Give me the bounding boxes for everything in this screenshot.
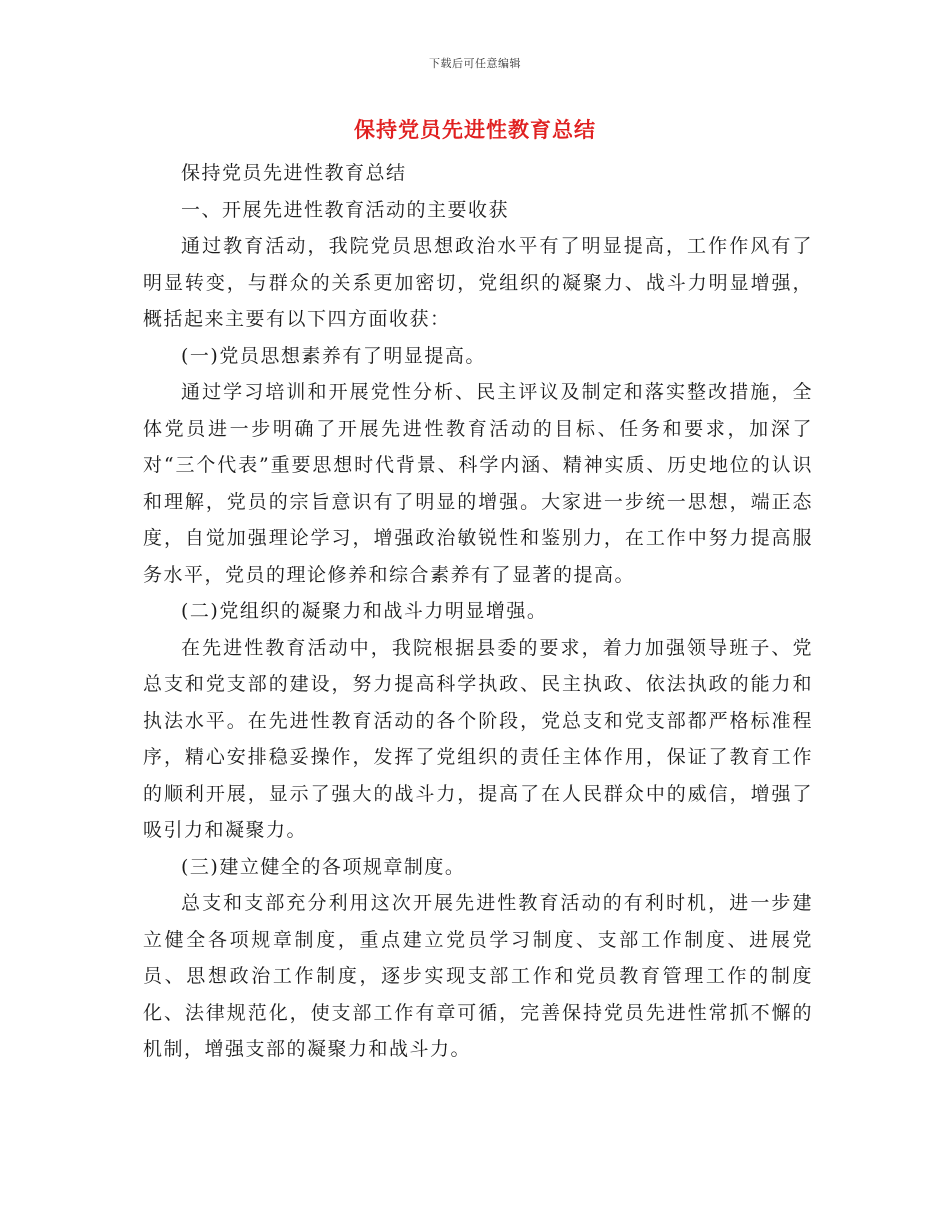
subsection-heading: (二)党组织的凝聚力和战斗力明显增强。 xyxy=(181,600,548,622)
subsection-heading: (一)党员思想素养有了明显提高。 xyxy=(181,344,486,367)
paragraph: 通过学习培训和开展党性分析、民主评议及制定和落实整改措施，全体党员进一步明确了开展先进性教育活动的目标、任务和要求，加深了对“三个代表”重要思想时代背景、科学内涵、精神实质、历史地位的认识和理解，党员的宗旨意识有了明显的增强。大家进一步统一思想，端正态度，自觉加强理论学习，增强政治敏锐性和鉴别力，在工作中努力提高服务水平，党员的理论修养和综合素养有了显著的提高。 xyxy=(143,381,813,586)
header-note: 下载后可任意编辑 xyxy=(429,57,521,70)
section-heading: 一、开展先进性教育活动的主要收获 xyxy=(181,198,510,221)
subsection-heading: (三)建立健全的各项规章制度。 xyxy=(181,855,466,878)
paragraph: 在先进性教育活动中，我院根据县委的要求，着力加强领导班子、党总支和党支部的建设，努力提高科学执政、民主执政、依法执政的能力和执法水平。在先进性教育活动的各个阶段，党总支和党支部都严格标准程序，精心安排稳妥操作，发挥了党组织的责任主体作用，保证了教育工作的顺利开展，显示了强大的战斗力，提高了在人民群众中的威信，增强了吸引力和凝聚力。 xyxy=(143,636,813,841)
paragraph: 通过教育活动，我院党员思想政治水平有了明显提高，工作作风有了明显转变，与群众的关系更加密切，党组织的凝聚力、战斗力明显增强，概括起来主要有以下四方面收获： xyxy=(143,235,813,330)
paragraph-subtitle: 保持党员先进性教育总结 xyxy=(181,162,407,184)
document-body xyxy=(143,155,813,1068)
paragraph: 总支和支部充分利用这次开展先进性教育活动的有利时机，进一步建立健全各项规章制度，重点建立党员学习制度、支部工作制度、进展党员、思想政治工作制度，逐步实现支部工作和党员教育管理工作的制度化、法律规范化，使支部工作有章可循，完善保持党员先进性常抓不懈的机制，增强支部的凝聚力和战斗力。 xyxy=(143,892,813,1060)
document-title: 保持党员先进性教育总结 xyxy=(354,117,596,142)
